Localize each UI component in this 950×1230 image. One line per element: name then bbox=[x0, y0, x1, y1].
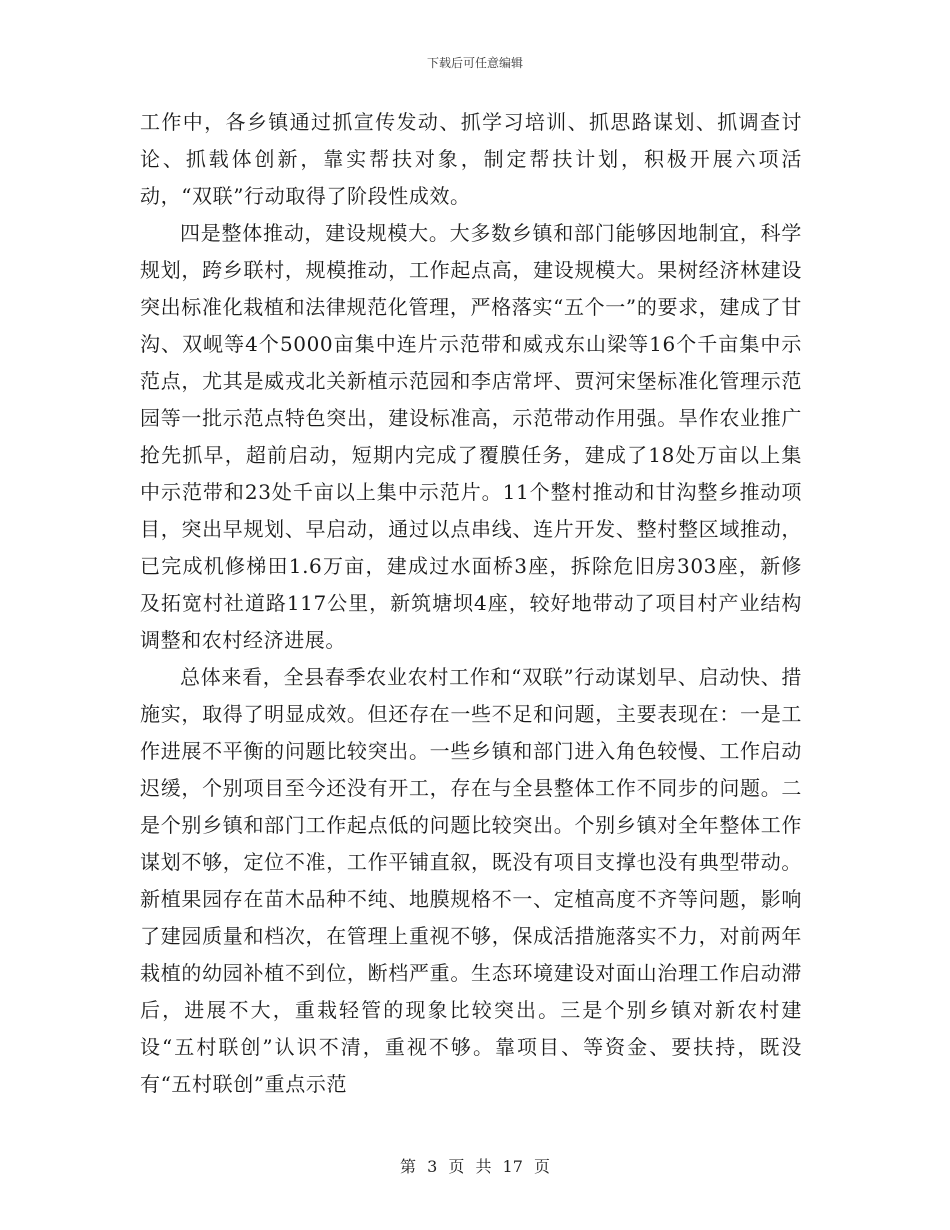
paragraph-overall-promotion: 四是整体推动，建设规模大。大多数乡镇和部门能够因地制宜，科学规划，跨乡联村，规模推动，工作起点高，建设规模大。果树经济林建设突出标准化栽植和法律规范化管理，严格落实“五个一”的要求，建成了甘沟、双岘等4个5000亩集中连片示范带和威戎东山梁等16个千亩集中示范点，尤其是威戎北关新植示范园和李店常坪、贾河宋堡标准化管理示范园等一批示范点特色突出，建设标准高，示范带动作用强。旱作农业推广抢先抓早，超前启动，短期内完成了覆膜任务，建成了18处万亩以上集中示范带和23处千亩以上集中示范片。11个整村推动和甘沟整乡推动项目，突出早规划、早启动，通过以点串线、连片开发、整村整区域推动，已完成机修梯田1.6万亩，建成过水面桥3座，拆除危旧房303座，新修及拓宽村社道路117公里，新筑塘坝4座，较好地带动了项目村产业结构调整和农村经济进展。 bbox=[140, 221, 802, 652]
paragraph-continued: 工作中，各乡镇通过抓宣传发动、抓学习培训、抓思路谋划、抓调查讨论、抓载体创新，靠实帮扶对象，制定帮扶计划，积极开展六项活动，“双联”行动取得了阶段性成效。 bbox=[140, 110, 802, 208]
page-number-footer: 第 3 页 共 17 页 bbox=[400, 1157, 550, 1176]
document-body bbox=[140, 104, 802, 1103]
paragraph-summary-issues: 总体来看，全县春季农业农村工作和“双联”行动谋划早、启动快、措施实，取得了明显成效。但还存在一些不足和问题，主要表现在：一是工作进展不平衡的问题比较突出。一些乡镇和部门进入角色较慢、工作启动迟缓，个别项目至今还没有开工，存在与全县整体工作不同步的问题。二是个别乡镇和部门工作起点低的问题比较突出。个别乡镇对全年整体工作谋划不够，定位不准，工作平铺直叙，既没有项目支撑也没有典型带动。新植果园存在苗木品种不纯、地膜规格不一、定植高度不齐等问题，影响了建园质量和档次，在管理上重视不够，保成活措施落实不力，对前两年栽植的幼园补植不到位，断档严重。生态环境建设对面山治理工作启动滞后，进展不大，重栽轻管的现象比较突出。三是个别乡镇对新农村建设“五村联创”认识不清，重视不够。靠项目、等资金、要扶持，既没有“五村联创”重点示范 bbox=[140, 665, 802, 1096]
header-note: 下载后可任意编辑 bbox=[426, 56, 523, 70]
